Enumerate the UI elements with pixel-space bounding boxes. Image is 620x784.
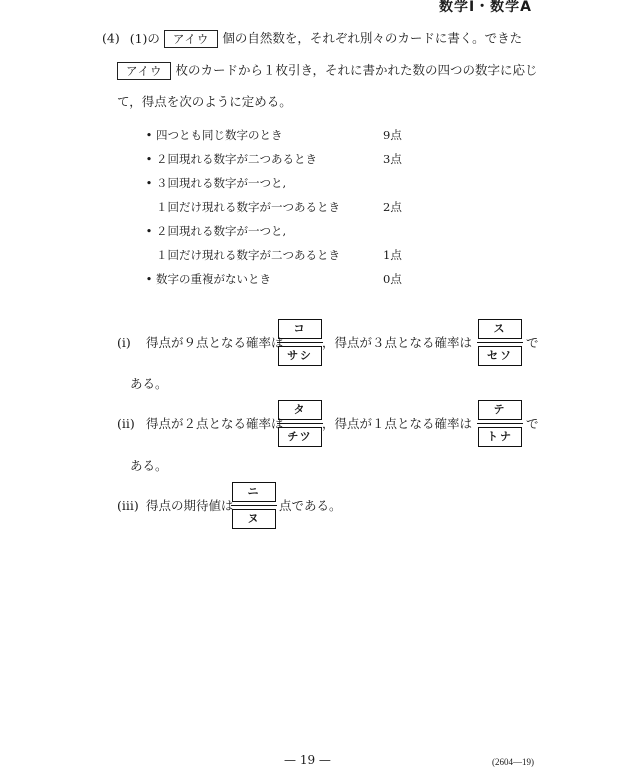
rule-row <box>142 175 286 191</box>
fraction-bar <box>477 423 523 424</box>
exam-code: (2604—19) <box>492 757 534 767</box>
answer-box-ta: タ <box>278 400 322 420</box>
problem-line-2 <box>117 62 537 80</box>
question-iii-text-1: 得点の期待値は <box>146 498 234 513</box>
rule-row <box>142 247 340 263</box>
problem-number: (4) <box>102 30 120 46</box>
rule-row <box>142 199 340 215</box>
problem-text-1: 個の自然数を，それぞれ別々のカードに書く。できた <box>222 30 523 46</box>
fraction-bar <box>231 505 277 506</box>
answer-box-aiu-2: アイウ <box>117 62 171 80</box>
answer-box-ni: ニ <box>232 482 276 502</box>
answer-box-sashi: サシ <box>278 346 322 366</box>
bullet: • <box>145 152 153 166</box>
problem-text-3: て，得点を次のように定める。 <box>117 94 292 109</box>
question-i-label: (i) <box>117 335 131 350</box>
rule-text: １回だけ現れる数字が一つあるとき <box>156 200 340 214</box>
rule-text: 数字の重複がないとき <box>156 272 271 286</box>
question-ii-text-1: 得点が２点となる確率は <box>146 416 284 431</box>
answer-box-aiu: アイウ <box>164 30 218 48</box>
fraction-i-2 <box>477 319 523 366</box>
question-i-text-2: ，得点が３点となる確率は <box>322 335 473 350</box>
bullet: • <box>145 128 153 142</box>
answer-box-su: ス <box>478 319 522 339</box>
answer-box-tona: トナ <box>478 427 522 447</box>
problem-text-2: 枚のカードから１枚引き，それに書かれた数の四つの数字に応じ <box>175 62 538 78</box>
question-i-tail: で <box>526 335 539 350</box>
question-ii-cont: ある。 <box>130 458 168 473</box>
answer-box-nu: ヌ <box>232 509 276 529</box>
rule-text: ２回現れる数字が二つあるとき <box>156 152 317 166</box>
rule-row <box>142 151 317 167</box>
rule-points: 0点 <box>383 272 402 286</box>
question-iii-label: (iii) <box>117 498 139 513</box>
fraction-ii-1 <box>277 400 323 447</box>
answer-box-seso: セソ <box>478 346 522 366</box>
question-ii-text-2: ，得点が１点となる確率は <box>322 416 473 431</box>
rule-text: １回だけ現れる数字が二つあるとき <box>156 248 340 262</box>
question-ii-label: (ii) <box>117 416 135 431</box>
problem-line-1 <box>102 30 522 48</box>
rule-points: 3点 <box>383 152 402 166</box>
page-number: — 19 — <box>284 753 331 767</box>
fraction-bar <box>277 342 323 343</box>
answer-box-ko: コ <box>278 319 322 339</box>
sub-question: (1)の <box>129 30 160 46</box>
bullet: • <box>145 176 153 190</box>
fraction-iii <box>231 482 277 529</box>
header-title: 数学Ⅰ・数学A <box>438 0 532 15</box>
bullet: • <box>145 272 153 286</box>
fraction-i-1 <box>277 319 323 366</box>
bullet: • <box>145 224 153 238</box>
fraction-bar <box>477 342 523 343</box>
rule-row <box>142 223 286 239</box>
rule-row <box>142 127 283 143</box>
question-i-cont: ある。 <box>130 376 168 391</box>
rule-row <box>142 271 271 287</box>
fraction-ii-2 <box>477 400 523 447</box>
question-iii-text-2: 点である。 <box>279 498 342 513</box>
rule-points: 9点 <box>383 128 402 142</box>
question-i-text-1: 得点が９点となる確率は <box>146 335 284 350</box>
rule-text: ３回現れる数字が一つと, <box>156 176 287 190</box>
rule-text: 四つとも同じ数字のとき <box>156 128 283 142</box>
answer-box-te: テ <box>478 400 522 420</box>
rule-text: ２回現れる数字が一つと, <box>156 224 287 238</box>
question-ii-tail: で <box>526 416 539 431</box>
fraction-bar <box>277 423 323 424</box>
rule-points: 2点 <box>383 200 402 214</box>
answer-box-chitsu: チツ <box>278 427 322 447</box>
rule-points: 1点 <box>383 248 402 262</box>
